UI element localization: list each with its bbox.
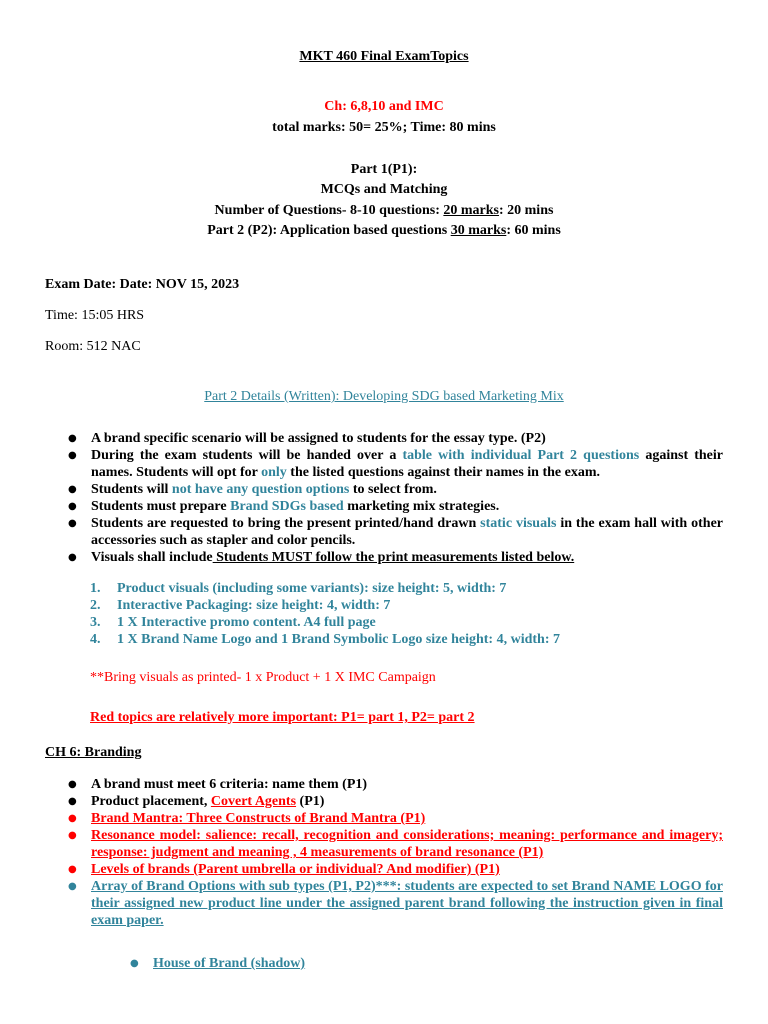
red-topics-note: Red topics are relatively more important: P1= part 1, P2= part 2 [90,710,475,725]
list-item [68,549,723,566]
bullet-highlight: static visuals [480,516,557,531]
bullet-icon: ● [130,958,139,969]
bullet-text: House of Brand (shadow) [153,956,306,971]
ch6-bullet-list [68,776,723,929]
bullet-text: marketing mix strategies. [343,499,500,514]
bullet-icon: ● [68,433,77,444]
exam-room: Room: 512 NAC [45,339,141,354]
bullet-icon: ● [68,864,77,875]
item-text: 1 X Brand Name Logo and 1 Brand Symbolic Logo size height: 4, width: 7 [117,632,560,647]
bullet-text: Product placement, [91,794,211,809]
bullet-text: Levels of brands (Parent umbrella or individual? And modifier) (P1) [91,862,500,877]
list-item [68,776,723,793]
item-number: 4. [90,632,101,647]
list-item [68,827,723,861]
bullet-underlined: Students MUST follow the print measurements listed below. [212,550,575,565]
visuals-numbered-list [90,580,730,648]
marks-line: total marks: 50= 25%; Time: 80 mins [272,120,496,135]
bullet-text: Array of Brand Options with sub types (P1, P2)***: students are expected to set Brand NAME LOGO for their assigned new product line under the assigned parent brand following the instruction given in final exam paper. [91,879,723,928]
bullet-icon: ● [68,796,77,807]
bullet-highlight: table with individual Part 2 questions [402,448,640,463]
part1-time: : 20 mins [498,203,554,218]
bullet-text: against their names. Students will opt for [91,448,723,480]
item-text: Interactive Packaging: size height: 4, width: 7 [117,598,391,613]
list-item [130,955,305,972]
bullet-highlight: Brand SDGs based [230,499,344,514]
list-item [68,810,723,827]
bullet-text: A brand specific scenario will be assigned to students for the essay type. (P2) [91,431,546,446]
part2-marks: 30 marks [450,223,507,238]
part2-details-heading: Part 2 Details (Written): Developing SDG based Marketing Mix [204,389,564,404]
item-number: 2. [90,598,101,613]
exam-date: Exam Date: Date: NOV 15, 2023 [45,277,240,292]
bullet-text: A brand must meet 6 criteria: name them (P1) [91,777,368,792]
bullet-text: the listed questions against their names in the exam. [286,465,600,480]
list-item [68,515,723,549]
part2-bullet-list [68,430,723,566]
list-item [68,861,723,878]
bullet-text: Visuals shall include [91,550,213,565]
list-item [68,481,723,498]
bullet-icon: ● [68,552,77,563]
item-number: 1. [90,581,101,596]
item-number: 3. [90,615,101,630]
bullet-text: (P1) [296,794,325,809]
part2-questions [0,222,768,239]
bullet-highlight: only [261,465,287,480]
bullet-text: Students are requested to bring the present printed/hand drawn [91,516,481,531]
numbered-item [90,614,730,631]
bullet-icon: ● [68,779,77,790]
numbered-item [90,631,730,648]
list-item [68,447,723,481]
ch6-sub-list [130,955,305,972]
numbered-item [90,580,730,597]
bring-visuals-note: **Bring visuals as printed- 1 x Product + 1 X IMC Campaign [90,670,436,685]
ch6-heading: CH 6: Branding [45,745,142,760]
part2-questions-text: Part 2 (P2): Application based questions [207,223,451,238]
bullet-icon: ● [68,484,77,495]
item-text: Product visuals (including some variants): size height: 5, width: 7 [117,581,507,596]
bullet-icon: ● [68,830,77,841]
list-item [68,498,723,515]
bullet-icon: ● [68,450,77,461]
part1-marks: 20 marks [443,203,499,218]
bullet-text: in the exam hall with other accessories such as stapler and color pencils. [91,516,724,548]
bullet-text: Students will [91,482,172,497]
part1-questions-text: Number of Questions- 8-10 questions: [214,203,444,218]
part1-questions [0,202,768,219]
bullet-text: to select from. [349,482,437,497]
bullet-text: During the exam students will be handed over a [91,448,403,463]
bullet-icon: ● [68,518,77,529]
list-item [68,878,723,929]
item-text: 1 X Interactive promo content. A4 full page [117,615,376,630]
bullet-highlight: not have any question options [171,482,350,497]
bullet-highlight: Covert Agents [210,794,297,809]
bullet-text: Resonance model: salience: recall, recognition and considerations; meaning: performance and imagery; response: judgment and meaning , 4 measurements of brand resonance (P1) [91,828,723,860]
part1-heading: Part 1(P1): [350,162,418,177]
part2-time: : 60 mins [506,223,561,238]
bullet-text: Brand Mantra: Three Constructs of Brand Mantra (P1) [91,811,426,826]
list-item [68,793,723,810]
document-title: MKT 460 Final ExamTopics [299,49,469,64]
list-item [68,430,723,447]
numbered-item [90,597,730,614]
bullet-icon: ● [68,813,77,824]
exam-time: Time: 15:05 HRS [45,308,145,323]
chapters-line: Ch: 6,8,10 and IMC [324,99,444,114]
bullet-icon: ● [68,501,77,512]
bullet-text: Students must prepare [91,499,231,514]
bullet-icon: ● [68,881,77,892]
part1-type: MCQs and Matching [320,182,448,197]
